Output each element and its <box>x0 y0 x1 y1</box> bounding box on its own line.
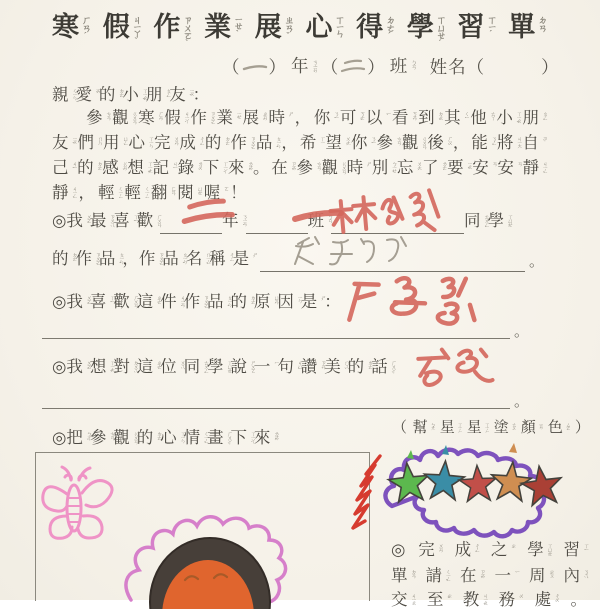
paren-close-grade: ） <box>268 57 287 77</box>
note-line-2: 單 ㄉㄢ 請 ㄑㄧㄥˇ 在 ㄗㄞˋ 一 ㄧˋ 周 ㄓㄡ 內 ㄋㄟˋ <box>391 566 588 585</box>
intro-line-2: 友 ㄧㄡˇ 們 ㄇㄣ˙ 用 ㄩㄥˋ 心 ㄒㄧㄣ 完 ㄨㄢˊ 成 ㄔㄥˊ 的 ㄉㄜ˙ 作 ㄗㄨㄛˋ 品 ㄆㄧㄣˇ ， 希 ㄒㄧ 望 ㄨㄤˋ 你 ㄋㄧˇ 參 ㄘㄢ 觀 ㄍㄨㄢ 後 ㄏㄡˋ ， 能 ㄋㄥˊ 將 ㄐㄧㄤ 自 ㄗˋ <box>52 133 547 152</box>
intro-line-3: 己 ㄐㄧˇ 的 ㄉㄜ˙ 感 ㄍㄢˇ 想 ㄒㄧㄤˇ 記 ㄐㄧˋ 錄 ㄌㄨˋ 下 ㄒㄧㄚˋ 來 ㄌㄞˊ 。 在 ㄗㄞˋ 參 ㄘㄢ 觀 ㄍㄨㄢ 時 ㄕˊ 別 ㄅㄧㄝˊ 忘 ㄨㄤˋ 了 ㄌㄜ˙ 要 ㄧㄠˋ 安 ㄢ 安 ㄢ 靜 ㄐㄧㄥˋ <box>52 158 547 177</box>
note-line-3: 交 ㄐㄧㄠ 至 ㄓˋ 教 ㄐㄧㄠˋ 務 ㄨˋ 處 ㄔㄨˋ 。 <box>391 590 587 609</box>
color-the-stars-label: （ 幫 ㄅㄤ 星 ㄒㄧㄥ 星 ㄒㄧㄥ 塗 ㄊㄨˊ 顏 ㄧㄢˊ 色 ㄙㄜˋ ） <box>392 420 590 436</box>
handwritten-grade-pencil <box>241 58 269 76</box>
intro-line-1: 參 ㄘㄢ 觀 ㄍㄨㄢ 寒 ㄏㄢˊ 假 ㄐㄧㄚˋ 作 ㄗㄨㄛˋ 業 ㄧㄝˋ 展 ㄓㄢˇ 時 ㄕˊ ， 你 ㄋㄧˇ 可 ㄎㄜˇ 以 ㄧˇ 看 ㄎㄢˋ 到 ㄉㄠˋ 其 ㄑㄧˊ 他 ㄊㄚ 小 ㄒㄧㄠˇ 朋 ㄆㄥˊ <box>86 108 547 127</box>
q3-period: 。 <box>514 394 530 410</box>
greeting: 親 ㄑㄧㄣ 愛 ㄞˋ 的 ㄉㄜ˙ 小 ㄒㄧㄠˇ 朋 ㄆㄥˊ 友 ㄧㄡˇ ： <box>52 85 210 104</box>
handwritten-work-title-pencil <box>288 233 420 275</box>
paren-open-name: （ <box>466 57 486 77</box>
q2-period: 。 <box>514 324 530 340</box>
q2-answer-line <box>42 322 510 339</box>
face-drawing <box>115 498 317 600</box>
star-tip-smudge <box>509 443 517 453</box>
q3-answer-line <box>42 392 510 409</box>
q1-class-label: 班 ㄅㄢ <box>307 211 333 230</box>
paren-open-grade: （ <box>222 57 241 77</box>
handwritten-grade-red <box>178 197 238 229</box>
q4-row: ◎ 把 ㄅㄚˇ 參 ㄘㄢ 觀 ㄍㄨㄢ 的 ㄉㄜ˙ 心 ㄒㄧㄣ 情 ㄑㄧㄥˊ 畫 ㄏㄨㄚˋ 下 ㄒㄧㄚˋ 來 ㄌㄞˊ <box>52 428 279 447</box>
star-1 <box>387 461 431 503</box>
q2-row: ◎ 我 ㄨㄛˇ 喜 ㄒㄧˇ 歡 ㄏㄨㄢ 這 ㄓㄜˋ 件 ㄐㄧㄢˋ 作 ㄗㄨㄛˋ 品 ㄆㄧㄣˇ 的 ㄉㄜ˙ 原 ㄩㄢˊ 因 ㄧㄣ 是 ㄕˋ ： <box>52 292 341 311</box>
name-label: 姓名 <box>429 57 467 77</box>
paren-close-class: ） <box>367 57 386 77</box>
intro-line-4: 靜 ㄐㄧㄥˋ ， 輕 ㄑㄧㄥ 輕 ㄑㄧㄥ 翻 ㄈㄢ 閱 ㄩㄝˋ 喔 ㄛ ！ <box>52 183 247 202</box>
star-tip-smudge <box>407 450 414 459</box>
page-title: 寒 ㄏㄢˊ 假 ㄐㄧㄚˋ 作 ㄗㄨㄛˋ 業 ㄧㄝˋ 展 ㄓㄢˇ 心 ㄒㄧㄣ 得 ㄉㄜˊ 學 ㄒㄩㄝˊ 習 ㄒㄧˊ 單 ㄉㄢ <box>52 12 547 48</box>
paren-open-class: （ <box>320 57 340 77</box>
q3-row: ◎ 我 ㄨㄛˇ 想 ㄒㄧㄤˇ 對 ㄉㄨㄟˋ 這 ㄓㄜˋ 位 ㄨㄟˋ 同 ㄊㄨㄥˊ 學 ㄒㄩㄝˊ 說 ㄕㄨㄛ 一 ㄧˊ 句 ㄐㄩˋ 讚 ㄗㄢˋ 美 ㄇㄟˇ 的 ㄉㄜ˙ 話 ㄏㄨㄚˋ <box>52 357 396 376</box>
q1-line2: 的 ㄉㄜ˙ 作 ㄗㄨㄛˋ 品 ㄆㄧㄣˇ ， 作 ㄗㄨㄛˋ 品 ㄆㄧㄣˇ 名 ㄇㄧㄥˊ 稱 ㄔㄥ 是 ㄕˋ <box>52 249 257 268</box>
butterfly-drawing <box>40 460 118 552</box>
year-label: 年 ㄋㄧㄢˊ <box>291 56 318 77</box>
paren-close-name: ） <box>541 57 560 77</box>
star-3 <box>458 465 497 502</box>
star-5 <box>519 463 564 506</box>
handwritten-class-pencil <box>339 57 367 77</box>
class-label: 班 ㄅㄢ <box>389 56 417 77</box>
q1-classmate-label: 同 ㄊㄨㄥˊ 學 ㄒㄩㄝˊ <box>464 211 512 230</box>
q1-period: 。 <box>528 254 544 270</box>
q1-year-label: 年 ㄋㄧㄢˊ <box>222 211 247 230</box>
grade-class-name-line <box>222 54 560 79</box>
q1-lead: ◎ 我 ㄨㄛˇ 最 ㄗㄨㄟˋ 喜 ㄒㄧˇ 歡 ㄏㄨㄢ <box>52 211 162 230</box>
handwritten-praise-red <box>412 344 497 398</box>
note-line-1: ◎ 完 ㄨㄢˊ 成 ㄔㄥˊ 之 ㄓ 學 ㄒㄩㄝˊ 習 ㄒㄧˊ <box>391 540 588 559</box>
